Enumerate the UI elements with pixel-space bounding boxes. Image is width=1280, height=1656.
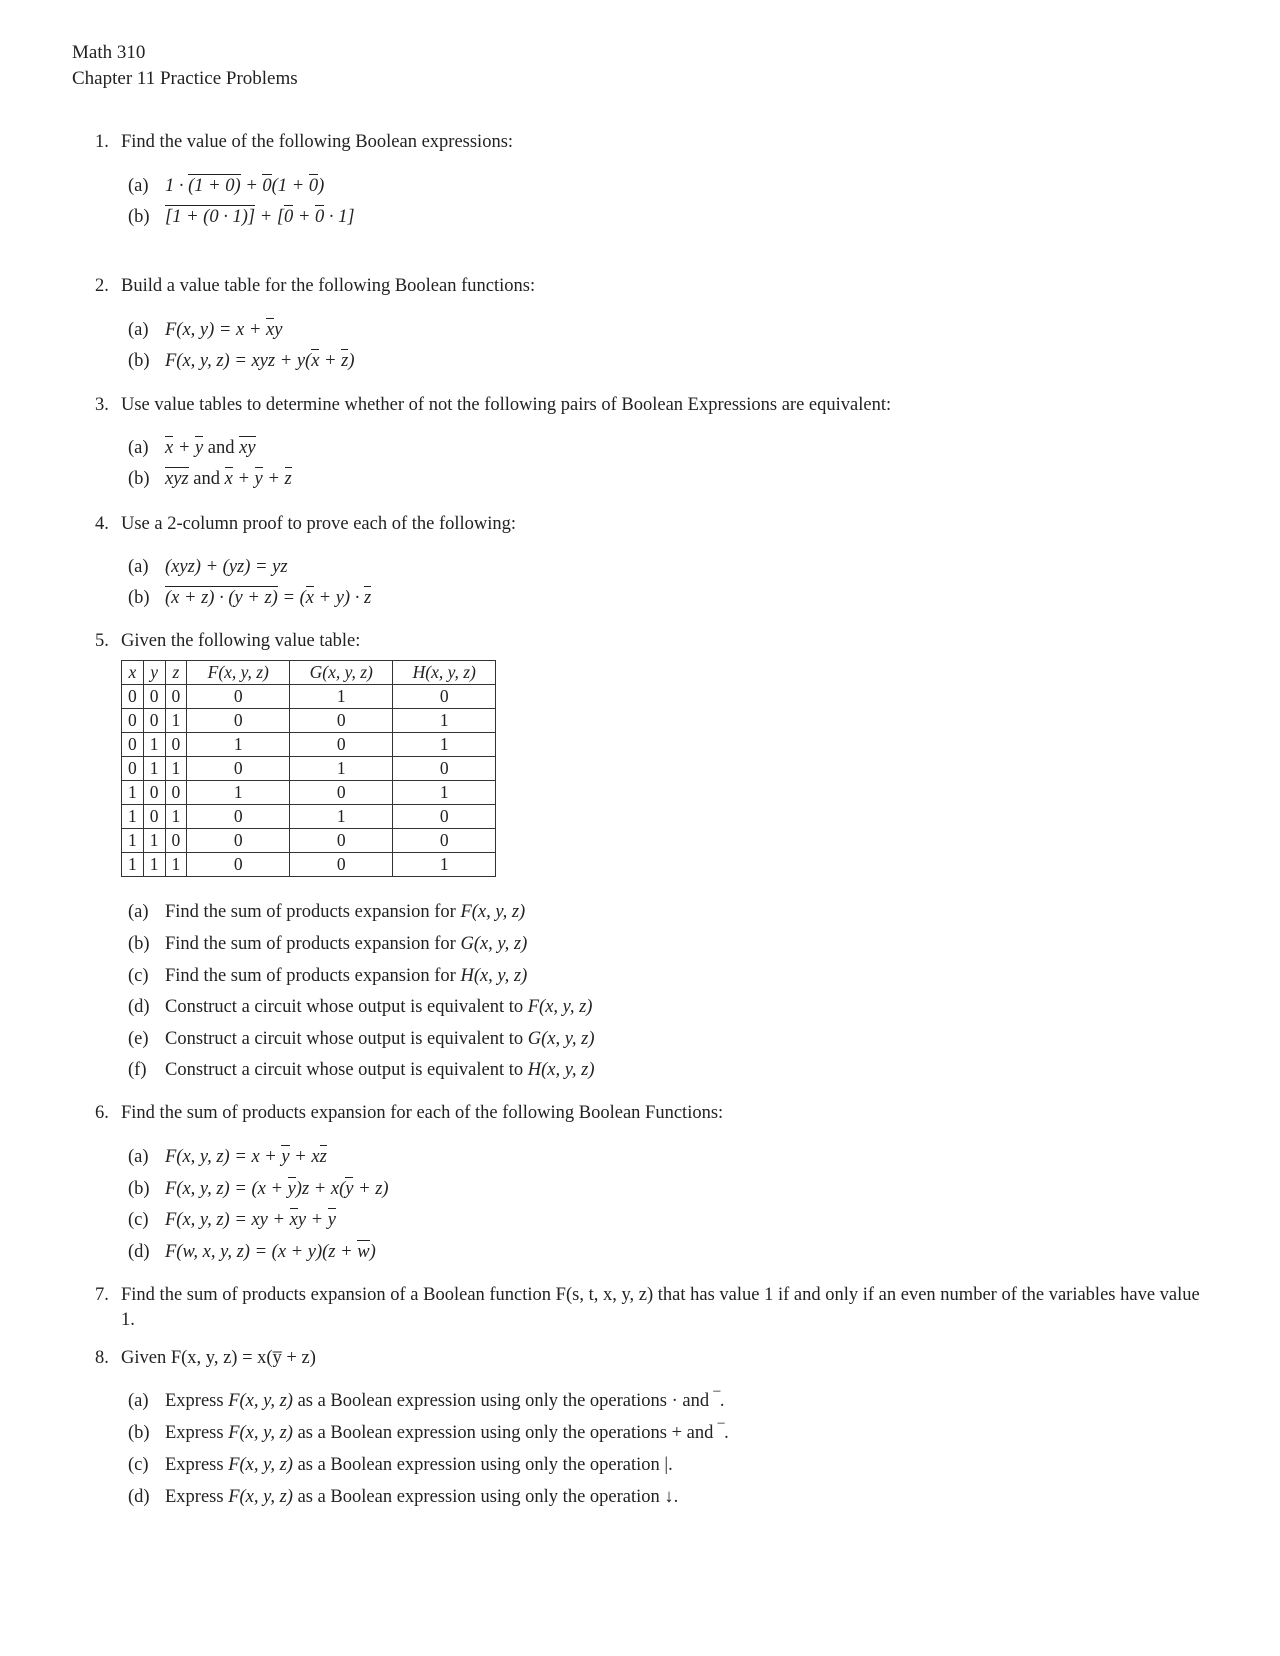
expression: [165, 586, 371, 608]
math-term: G(x, y, z): [460, 934, 528, 954]
subproblem: [128, 1145, 327, 1170]
text-segment: Find the sum of products expansion for: [165, 902, 461, 922]
table-cell: 0: [393, 757, 496, 781]
math-term: y: [287, 1179, 296, 1199]
overline-term: [165, 436, 173, 458]
subproblem: [128, 1485, 678, 1510]
table-cell: 0: [187, 685, 290, 709]
table-cell: 1: [393, 709, 496, 733]
math-term: y +: [297, 1210, 328, 1230]
math-term: z: [284, 469, 292, 489]
table-cell: 1: [143, 829, 165, 853]
overline-term: [209, 205, 218, 227]
subproblem: [128, 349, 355, 374]
subproblem-label: (a): [128, 438, 149, 458]
math-term: + y) ·: [313, 588, 364, 608]
expression: [165, 966, 527, 986]
math-term: G(x, y, z): [527, 1029, 595, 1049]
subproblem-label: (b): [128, 1179, 150, 1199]
table-cell: 1: [122, 829, 144, 853]
expression: [165, 349, 355, 371]
table-cell: 1: [290, 685, 393, 709]
math-term: 0: [262, 176, 272, 196]
math-term: y: [274, 320, 283, 340]
math-term: x: [265, 320, 275, 340]
math-term: +: [232, 469, 255, 489]
table-cell: 0: [143, 781, 165, 805]
math-term: + z): [242, 588, 278, 608]
table-cell: 1: [165, 709, 187, 733]
expression: [165, 902, 525, 922]
subproblem: [128, 318, 282, 343]
overline-term: [188, 174, 241, 196]
table-header: F(x, y, z): [187, 661, 290, 685]
expression: [165, 174, 324, 196]
subproblem-label: (b): [128, 934, 150, 954]
subproblem: [128, 467, 292, 492]
math-term: xyz: [165, 469, 189, 489]
expression: [165, 1455, 673, 1475]
table-cell: 0: [165, 781, 187, 805]
math-term: · 1]: [324, 207, 355, 227]
table-header: G(x, y, z): [290, 661, 393, 685]
table-cell: 0: [143, 685, 165, 709]
header: [72, 40, 298, 92]
table-cell: 0: [122, 733, 144, 757]
overline-term: [315, 205, 324, 227]
overline-term: [290, 1208, 298, 1230]
table-header: x: [122, 661, 144, 685]
table-row: [122, 757, 496, 781]
subproblem: [128, 1177, 389, 1202]
math-term: 0: [315, 207, 325, 227]
problem-number: 2.: [95, 276, 109, 296]
math-term: + [: [255, 207, 285, 227]
math-term: ): [318, 176, 325, 196]
problem-text: Find the value of the following Boolean expressions:: [121, 132, 514, 152]
table-cell: 0: [187, 829, 290, 853]
overline-term: [195, 436, 203, 458]
problem-2: [95, 274, 1215, 299]
subproblem: [128, 1421, 729, 1446]
table-cell: 0: [290, 853, 393, 877]
math-term: z: [341, 351, 349, 371]
table-cell: 0: [393, 685, 496, 709]
overline-term: [262, 174, 271, 196]
expression: [165, 1391, 725, 1411]
table-cell: 0: [122, 685, 144, 709]
subproblem: [128, 174, 324, 199]
math-term: 0: [209, 207, 219, 227]
problem-text: Given F(x, y, z) = x(y̅ + z): [121, 1348, 316, 1368]
math-term: 0: [284, 207, 294, 227]
subproblem: [128, 1240, 376, 1265]
math-term: ): [369, 1242, 376, 1262]
subproblem: [128, 1208, 336, 1233]
expression: [165, 1423, 729, 1443]
overline-term: [306, 586, 314, 608]
subproblem-label: (b): [128, 1423, 150, 1443]
overline-term: [285, 467, 292, 489]
math-term: F(x, y, z): [228, 1455, 293, 1475]
problem-number: 1.: [95, 132, 109, 152]
problem-1: [95, 130, 1215, 155]
overline-term: [364, 586, 371, 608]
table-cell: 0: [290, 733, 393, 757]
subproblem-label: (d): [128, 1487, 150, 1507]
text-segment: Find the sum of products expansion for: [165, 934, 461, 954]
text-segment: Construct a circuit whose output is equivalent to: [165, 1060, 528, 1080]
overline-term: [281, 1145, 289, 1167]
subproblem: [128, 932, 527, 957]
math-term: (x + z) · (: [165, 588, 235, 608]
math-term: +: [293, 207, 316, 227]
math-term: y: [234, 588, 243, 608]
overline-term: [357, 1240, 369, 1262]
math-term: F(x, y, z) = xy +: [165, 1210, 290, 1230]
subproblem-label: (c): [128, 1455, 149, 1475]
problem-3: [95, 393, 1215, 418]
math-term: (1 + 0): [188, 176, 241, 196]
math-term: ): [348, 351, 355, 371]
table-header: y: [143, 661, 165, 685]
table-cell: 0: [165, 733, 187, 757]
math-term: w: [357, 1242, 370, 1262]
text-segment: and: [188, 469, 225, 489]
subproblem-label: (a): [128, 1391, 149, 1411]
math-term: F(w, x, y, z) = (x + y)(z +: [165, 1242, 358, 1262]
math-term: H(x, y, z): [460, 966, 528, 986]
table-cell: 1: [393, 781, 496, 805]
expression: [165, 205, 355, 227]
table-cell: 0: [122, 709, 144, 733]
math-term: F(x, y, z): [460, 902, 526, 922]
math-term: (1 +: [271, 176, 309, 196]
math-term: + (: [181, 207, 210, 227]
table-cell: 0: [187, 853, 290, 877]
expression: [165, 934, 527, 954]
math-term: [: [165, 207, 173, 227]
overline-term: [284, 205, 293, 227]
math-term: F(x, y, z) = (x +: [165, 1179, 288, 1199]
subproblem: [128, 586, 371, 611]
problem-7: [95, 1283, 1215, 1333]
math-term: x: [311, 351, 320, 371]
overline-term: [328, 1208, 336, 1230]
math-term: F(x, y, z): [228, 1391, 293, 1411]
math-term: +: [240, 176, 263, 196]
expression: [165, 1240, 376, 1262]
overline-term: [165, 586, 278, 608]
subproblem: [128, 900, 525, 925]
table-cell: 1: [165, 805, 187, 829]
math-term: + x: [289, 1147, 320, 1167]
problem-text: Build a value table for the following Boolean functions:: [121, 276, 536, 296]
table-header: H(x, y, z): [393, 661, 496, 685]
subproblem-label: (a): [128, 902, 149, 922]
problem-number: 3.: [95, 395, 109, 415]
subproblem: [128, 1058, 595, 1083]
table-cell: 0: [187, 709, 290, 733]
overline-term: [288, 1177, 296, 1199]
subproblem: [128, 1389, 725, 1414]
math-term: z: [363, 588, 372, 608]
overline-term: [165, 205, 255, 227]
math-term: +: [262, 469, 285, 489]
document-title: Chapter 11 Practice Problems: [72, 68, 298, 89]
math-term: 0: [308, 176, 319, 196]
subproblem: [128, 555, 288, 580]
table-cell: 1: [143, 733, 165, 757]
math-term: y: [281, 1147, 290, 1167]
table-cell: 1: [122, 805, 144, 829]
problem-number: 4.: [95, 514, 109, 534]
expression: [165, 997, 592, 1017]
subproblem-label: (b): [128, 588, 150, 608]
subproblem-label: (d): [128, 997, 150, 1017]
table-cell: 0: [187, 805, 290, 829]
subproblem: [128, 995, 592, 1020]
math-term: 1: [172, 207, 182, 227]
text-segment: as a Boolean expression using only the operations · and ‾.: [292, 1391, 725, 1411]
math-term: 1 ·: [165, 176, 189, 196]
problem-5: [95, 629, 1215, 654]
table-cell: 1: [187, 781, 290, 805]
subproblem-label: (a): [128, 1147, 149, 1167]
problem-8: [95, 1346, 1215, 1371]
course-name: Math 310: [72, 42, 146, 63]
expression: [165, 436, 256, 458]
problem-number: 5.: [95, 631, 109, 651]
subproblem-label: (e): [128, 1029, 149, 1049]
subproblem-label: (f): [128, 1060, 147, 1080]
subproblem: [128, 1453, 673, 1478]
table-row: [122, 829, 496, 853]
table-cell: 1: [165, 853, 187, 877]
table-header: z: [165, 661, 187, 685]
subproblem-label: (b): [128, 351, 150, 371]
subproblem-label: (a): [128, 320, 149, 340]
problem-number: 8.: [95, 1348, 109, 1368]
math-term: x: [224, 469, 233, 489]
math-term: = (: [277, 588, 306, 608]
problem-4: [95, 512, 1215, 537]
table-cell: 0: [165, 685, 187, 709]
math-term: y: [194, 438, 204, 458]
expression: [165, 318, 282, 340]
table-cell: 0: [143, 805, 165, 829]
text-segment: as a Boolean expression using only the operations + and ‾.: [292, 1423, 729, 1443]
text-segment: as a Boolean expression using only the operation ↓.: [292, 1487, 679, 1507]
math-term: +: [319, 351, 342, 371]
math-term: F(x, y, z): [228, 1487, 293, 1507]
table-cell: 1: [393, 853, 496, 877]
subproblem-label: (c): [128, 1210, 149, 1230]
math-term: F(x, y) = x +: [165, 320, 266, 340]
math-term: F(x, y, z) = xyz + y(: [165, 351, 312, 371]
table-cell: 0: [290, 781, 393, 805]
overline-term: [309, 174, 318, 196]
problem-text: Use a 2-column proof to prove each of the following:: [121, 514, 517, 534]
expression: [165, 1060, 595, 1080]
math-term: y: [327, 1210, 337, 1230]
overline-term: [165, 467, 189, 489]
problem-text: Given the following value table:: [121, 631, 361, 651]
problem-number: 6.: [95, 1103, 109, 1123]
table-cell: 0: [122, 757, 144, 781]
table-cell: 0: [187, 757, 290, 781]
problem-text: Find the sum of products expansion for each of the following Boolean Functions:: [121, 1103, 724, 1123]
math-term: )z + x(: [295, 1179, 346, 1199]
expression: [165, 1208, 336, 1230]
table-cell: 0: [393, 829, 496, 853]
value-table: [121, 660, 496, 877]
table-row: [122, 853, 496, 877]
math-term: F(x, y, z) = x +: [165, 1147, 282, 1167]
subproblem-label: (a): [128, 176, 149, 196]
text-segment: Express: [165, 1487, 229, 1507]
problem-text: Find the sum of products expansion of a Boolean function F(s, t, x, y, z) that has value 1 if and only if an even number of the variables have value 1.: [121, 1285, 1200, 1330]
overline-term: [255, 467, 263, 489]
expression: [165, 557, 288, 577]
table-cell: 1: [122, 781, 144, 805]
math-term: x: [289, 1210, 298, 1230]
subproblem-label: (b): [128, 469, 150, 489]
text-segment: and: [203, 438, 240, 458]
subproblem-label: (b): [128, 207, 150, 227]
table-row: [122, 709, 496, 733]
table-cell: 1: [143, 757, 165, 781]
math-term: x: [305, 588, 314, 608]
subproblem-label: (a): [128, 557, 149, 577]
math-term: y: [345, 1179, 354, 1199]
table-cell: 0: [393, 805, 496, 829]
subproblem: [128, 436, 256, 461]
text-segment: Construct a circuit whose output is equivalent to: [165, 1029, 528, 1049]
problem-number: 7.: [95, 1285, 109, 1305]
table-cell: 0: [290, 829, 393, 853]
table-row: [122, 805, 496, 829]
overline-term: [266, 318, 274, 340]
math-term: F(x, y, z): [527, 997, 593, 1017]
table-cell: 0: [165, 829, 187, 853]
expression: [165, 1145, 327, 1167]
math-term: H(x, y, z): [527, 1060, 595, 1080]
table-row: [122, 733, 496, 757]
table-cell: 0: [290, 709, 393, 733]
text-segment: as a Boolean expression using only the operation |.: [292, 1455, 673, 1475]
overline-term: [320, 1145, 327, 1167]
table-cell: 1: [290, 757, 393, 781]
overline-term: [235, 586, 243, 608]
text-segment: Express: [165, 1423, 229, 1443]
subproblem: [128, 964, 527, 989]
problem-text: Use value tables to determine whether of not the following pairs of Boolean Expressions are equivalent:: [121, 395, 892, 415]
table-cell: 1: [143, 853, 165, 877]
problem-6: [95, 1101, 1215, 1126]
expression: [165, 1177, 389, 1199]
subproblem: [128, 205, 355, 230]
table-cell: 1: [290, 805, 393, 829]
math-term: x: [165, 438, 174, 458]
math-term: xy: [239, 438, 256, 458]
overline-term: [239, 436, 255, 458]
text-segment: Construct a circuit whose output is equivalent to: [165, 997, 528, 1017]
math-term: y: [254, 469, 263, 489]
math-term: · 1)]: [218, 207, 256, 227]
subproblem: [128, 1027, 595, 1052]
table-cell: 1: [393, 733, 496, 757]
overline-term: [225, 467, 233, 489]
subproblem-label: (c): [128, 966, 149, 986]
text-segment: Express: [165, 1455, 229, 1475]
table-row: [122, 685, 496, 709]
math-term: +: [173, 438, 195, 458]
math-term: z: [319, 1147, 327, 1167]
expression: [165, 1029, 595, 1049]
text-segment: Find the sum of products expansion for: [165, 966, 461, 986]
table-cell: 0: [143, 709, 165, 733]
table-cell: 1: [187, 733, 290, 757]
math-term: (xyz) + (yz) = yz: [165, 557, 288, 577]
expression: [165, 467, 292, 489]
subproblem-label: (d): [128, 1242, 150, 1262]
expression: [165, 1487, 678, 1507]
math-term: F(x, y, z): [228, 1423, 293, 1443]
text-segment: Express: [165, 1391, 229, 1411]
table-cell: 1: [165, 757, 187, 781]
math-term: + z): [353, 1179, 389, 1199]
table-row: [122, 781, 496, 805]
table-cell: 1: [122, 853, 144, 877]
